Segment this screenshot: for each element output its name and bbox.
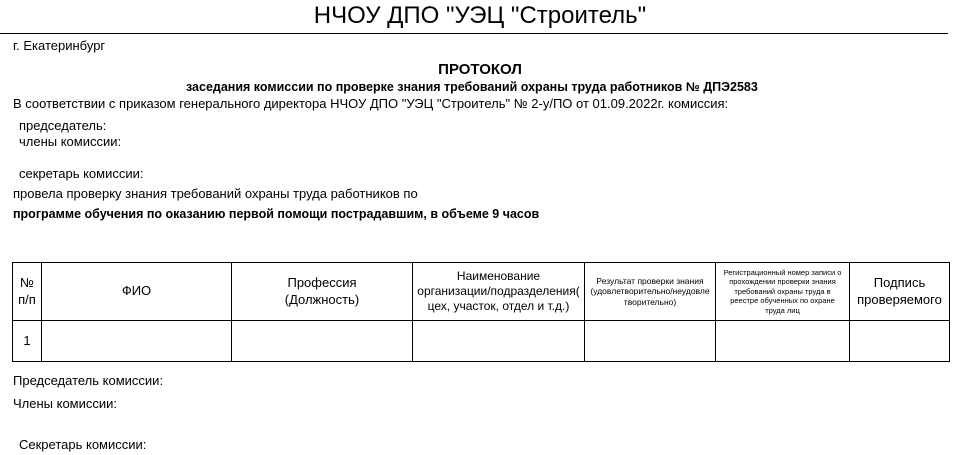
col-header-result: Результат проверки знания (удовлетворительно/неудовле творительно)	[585, 263, 716, 321]
cell-position	[232, 321, 413, 362]
cell-fio	[42, 321, 232, 362]
secretary-label: секретарь комиссии:	[19, 166, 144, 181]
city-label: г. Екатеринбург	[13, 38, 106, 53]
cell-result	[585, 321, 716, 362]
program-text: программе обучения по оказанию первой помощи пострадавшим, в объеме 9 часов	[13, 207, 540, 221]
table-row	[13, 321, 950, 362]
chairman-label: председатель:	[19, 118, 107, 133]
checked-text: провела проверку знания требований охраны труда работников по	[13, 186, 418, 201]
col-header-number: № п/п	[13, 263, 42, 321]
col-header-organization: Наименование организации/подразделения( цех, участок, отдел и т.д.)	[413, 263, 585, 321]
signature-members-label: Члены комиссии:	[13, 396, 118, 411]
protocol-subject: заседания комиссии по проверке знания требований охраны труда работников № ДПЭ2583	[186, 80, 758, 94]
col-header-position: Профессия (Должность)	[232, 263, 413, 321]
employees-table	[12, 262, 950, 362]
cell-number: 1	[13, 321, 42, 362]
cell-signature	[850, 321, 950, 362]
col-header-registration: Регистрационный номер записи о прохождении проверки знания требований охраны труда в реестре обученных по охране труда лиц	[716, 263, 850, 321]
cell-registration	[716, 321, 850, 362]
members-label: члены комиссии:	[19, 134, 122, 149]
table-header-row	[13, 263, 950, 321]
signature-chairman-label: Председатель комиссии:	[13, 373, 164, 388]
organization-title: НЧОУ ДПО "УЭЦ "Строитель"	[313, 2, 647, 29]
signature-secretary-label: Секретарь комиссии:	[19, 437, 147, 452]
col-header-signature: Подпись проверяемого	[850, 263, 950, 321]
cell-organization	[413, 321, 585, 362]
protocol-title: ПРОТОКОЛ	[438, 61, 522, 78]
title-divider	[0, 33, 948, 34]
order-basis-text: В соответствии с приказом генерального директора НЧОУ ДПО "УЭЦ "Строитель" № 2-у/ПО от 01.09.2022г. комиссия:	[13, 96, 729, 111]
col-header-fio: ФИО	[42, 263, 232, 321]
